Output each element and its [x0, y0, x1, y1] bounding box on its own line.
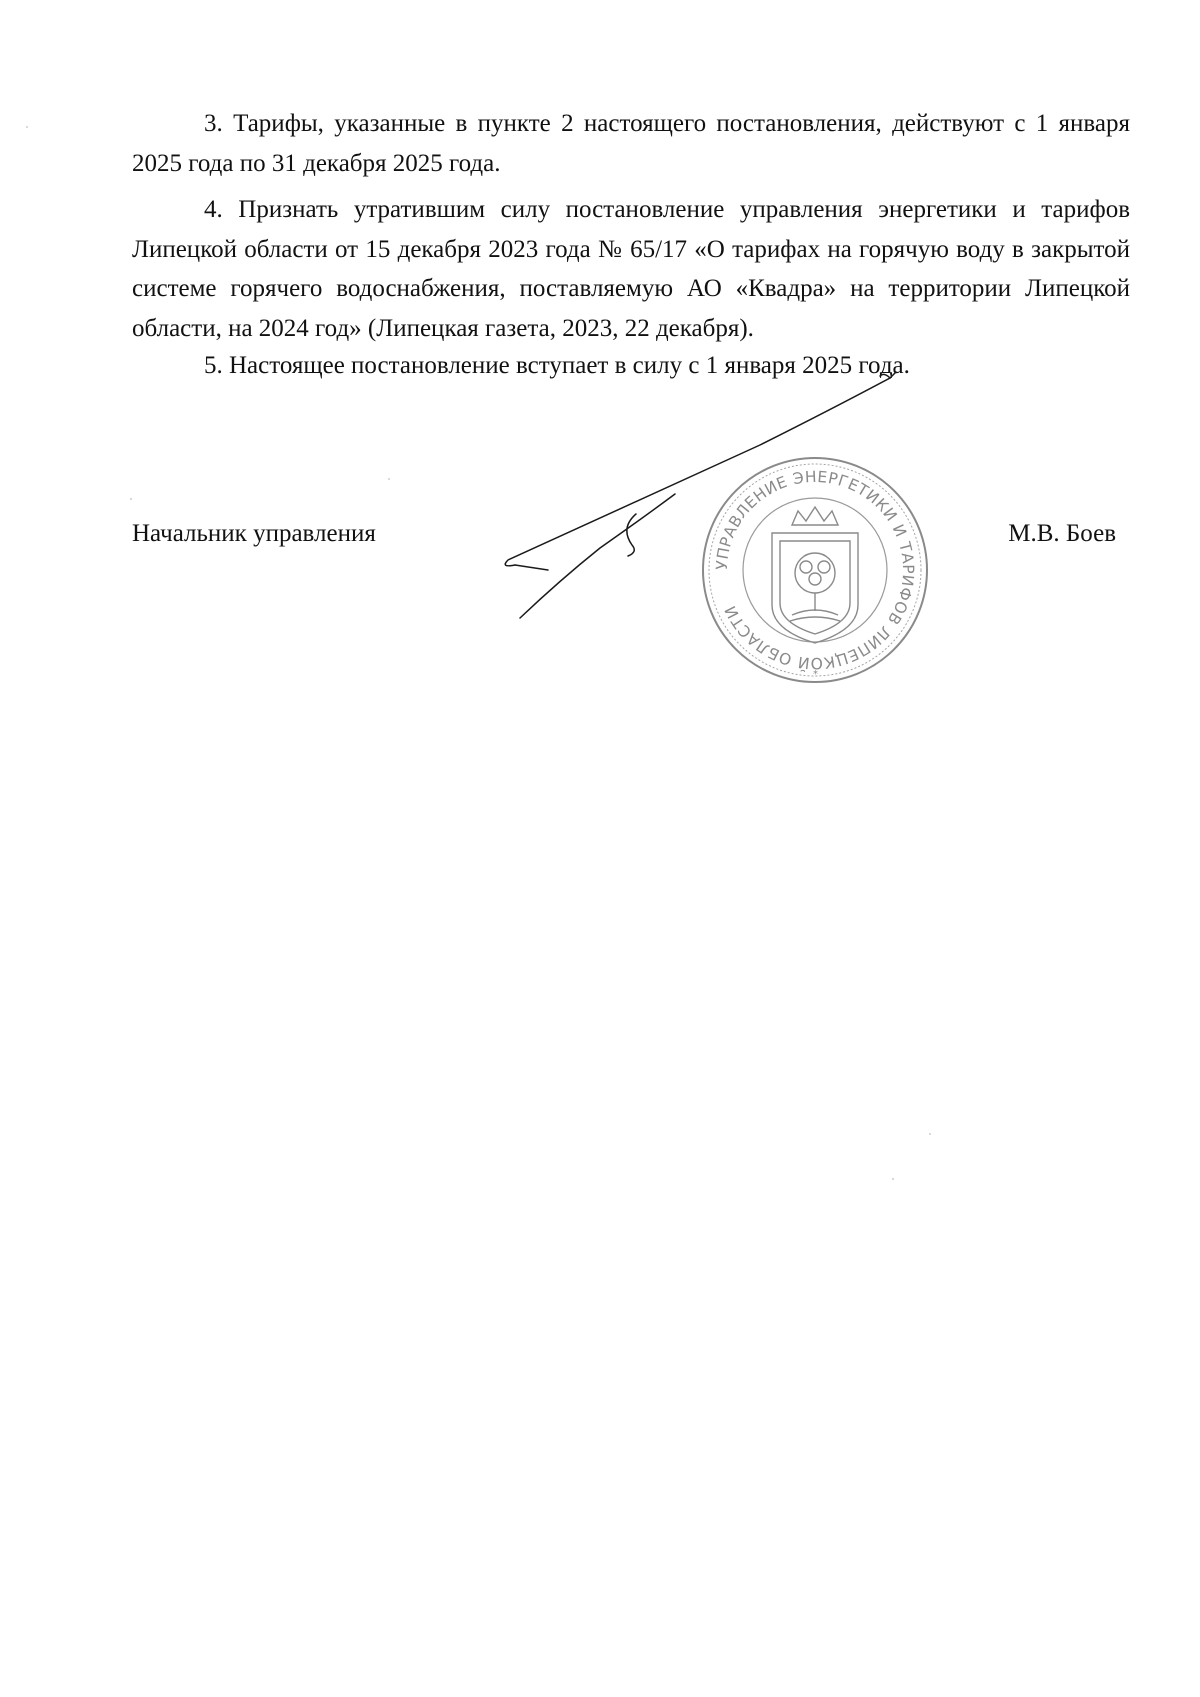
- scan-speck: [892, 1178, 894, 1180]
- scan-speck: [388, 478, 390, 480]
- signer-position: Начальник управления: [132, 520, 376, 547]
- paragraph-5: 5. Настоящее постановление вступает в силу с 1 января 2025 года.: [204, 352, 910, 379]
- coat-of-arms-icon: [772, 507, 858, 643]
- scan-speck: [130, 498, 132, 500]
- signer-name: М.В. Боев: [1008, 520, 1116, 547]
- official-seal: [700, 455, 930, 685]
- seal-ring-text: УПРАВЛЕНИЕ ЭНЕРГЕТИКИ И ТАРИФОВ ЛИПЕЦКОЙ ОБЛАСТИ: [712, 467, 918, 673]
- paragraph-4: 4. Признать утратившим силу постановление управления энергетики и тарифов Липецкой области от 15 декабря 2023 года № 65/17 «О тарифах на горячую воду в закрытой системе горячего водоснабжения, поставляемую АО «Квадра» на территории Липецкой области, на 2024 год» (Липецкая газета, 2023, 22 декабря).: [132, 196, 1130, 342]
- paragraph-3: 3. Тарифы, указанные в пункте 2 настоящего постановления, действуют с 1 января 2025 года по 31 декабря 2025 года.: [132, 110, 1130, 177]
- scan-speck: [929, 1133, 931, 1135]
- scan-speck: [26, 126, 28, 128]
- svg-text:*: *: [813, 669, 818, 680]
